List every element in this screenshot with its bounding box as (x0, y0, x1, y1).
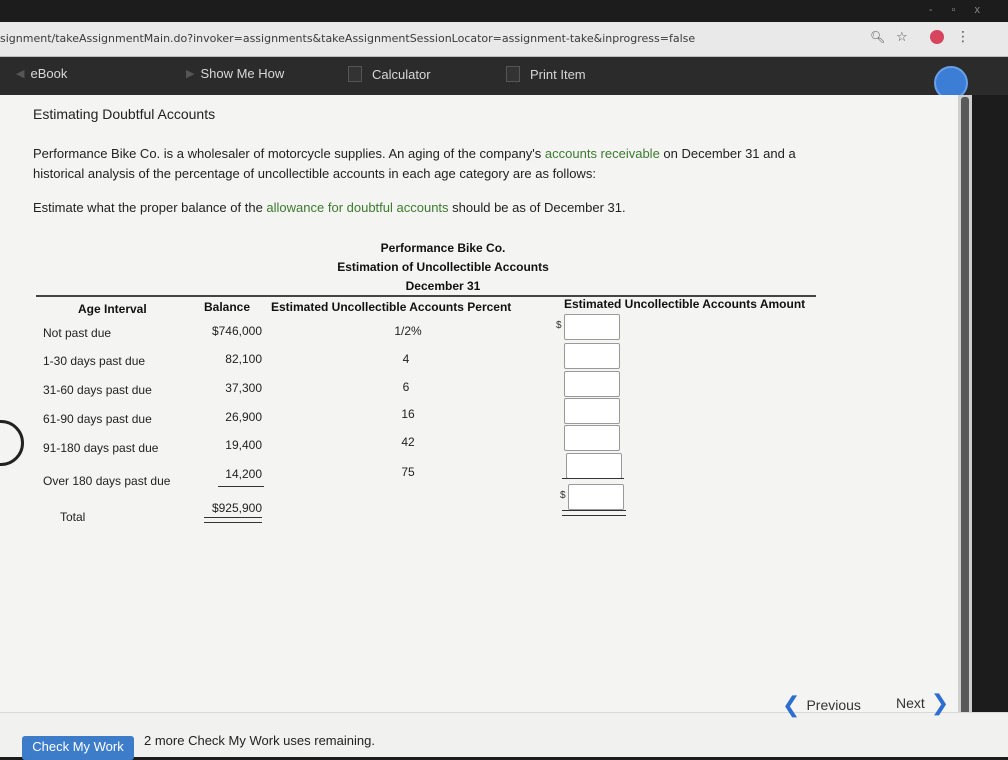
row-balance: 82,100 (225, 352, 262, 366)
next-button[interactable] (896, 690, 955, 716)
row-balance: 19,400 (225, 438, 262, 452)
dollar-sign: $ (556, 320, 562, 331)
play-icon: ▶ (186, 68, 195, 80)
calculator-label: Calculator (372, 66, 431, 82)
ebook-button[interactable] (16, 66, 67, 81)
row-age: Over 180 days past due (43, 474, 171, 488)
total-label: Total (60, 510, 86, 524)
extension-icon[interactable] (930, 30, 944, 44)
amount-input-over-180[interactable] (566, 453, 622, 479)
printer-icon (506, 66, 520, 82)
menu-icon[interactable]: ⋮ (956, 28, 970, 44)
amount-input-1-30[interactable] (564, 343, 620, 369)
row-balance: $746,000 (211, 324, 262, 338)
calculator-button[interactable] (348, 66, 431, 82)
row-age: 91-180 days past due (43, 441, 159, 455)
ebook-label: eBook (30, 66, 68, 81)
col-percent-header: Estimated Uncollectible Accounts Percent (271, 300, 512, 314)
table-company: Performance Bike Co. (380, 241, 506, 255)
amount-input-31-60[interactable] (564, 371, 620, 397)
book-icon: ◀ (16, 68, 25, 80)
amount-double-underline (562, 510, 626, 516)
row-percent: 4 (402, 352, 410, 366)
show-me-how-button[interactable] (186, 66, 284, 81)
balance-double-underline (204, 517, 262, 523)
amount-input-91-180[interactable] (564, 425, 620, 451)
balance-subtotal-line (218, 486, 264, 487)
row-percent: 42 (401, 435, 415, 449)
previous-button[interactable] (776, 692, 861, 718)
row-percent: 1/2% (394, 324, 422, 338)
check-my-work-button[interactable]: Check My Work (22, 736, 134, 760)
problem-description (33, 144, 913, 184)
para2-text-a: Estimate what the proper balance of the (33, 200, 267, 215)
row-percent: 75 (401, 465, 415, 479)
table-heading: Estimation of Uncollectible Accounts (337, 260, 549, 274)
previous-label: Previous (806, 697, 861, 713)
col-age-header: Age Interval (78, 302, 147, 316)
chevron-right-icon: ❯ (930, 690, 950, 715)
url-text[interactable]: signment/takeAssignmentMain.do?invoker=assignments&takeAssignmentSessionLocator=assignment-take&inprogress=false (0, 32, 696, 45)
problem-title: Estimating Doubtful Accounts (33, 106, 216, 122)
row-percent: 6 (402, 380, 410, 394)
row-age: 1-30 days past due (43, 354, 146, 368)
para2-text-b: should be as of December 31. (448, 200, 626, 215)
row-percent: 16 (401, 407, 415, 421)
row-age: 61-90 days past due (43, 412, 152, 426)
magnifier-icon[interactable]: 🔍︎ (870, 30, 886, 44)
print-item-button[interactable] (506, 66, 586, 82)
amount-input-61-90[interactable] (564, 398, 620, 424)
amount-subtotal-line (562, 478, 624, 479)
total-balance: $925,900 (211, 501, 262, 515)
row-balance: 14,200 (225, 467, 262, 481)
row-age: 31-60 days past due (43, 383, 152, 397)
row-balance: 37,300 (225, 381, 262, 395)
row-balance: 26,900 (225, 410, 262, 424)
next-label: Next (896, 695, 925, 711)
amount-input-total[interactable] (568, 484, 624, 510)
assignment-toolbar (0, 57, 1008, 95)
window-controls[interactable]: - ▫ x (928, 4, 988, 16)
col-balance-header: Balance (204, 300, 251, 314)
allowance-doubtful-link[interactable]: allowance for doubtful accounts (266, 200, 449, 215)
chevron-left-icon: ❮ (782, 692, 801, 717)
para1-line2: historical analysis of the percentage of uncollectible accounts in each age category are as follows: (33, 166, 596, 181)
table-date: December 31 (405, 279, 481, 293)
dollar-sign: $ (560, 490, 566, 501)
para1-text-a: Performance Bike Co. is a wholesaler of motorcycle supplies. An aging of the company's (33, 146, 545, 161)
amount-input-not-past-due[interactable] (564, 314, 620, 340)
print-item-label: Print Item (530, 66, 586, 82)
check-remaining-text: 2 more Check My Work uses remaining. (144, 733, 375, 748)
para1-text-b: on December 31 and a (659, 146, 796, 161)
browser-address-bar[interactable] (0, 22, 1008, 57)
accounts-receivable-link[interactable]: accounts receivable (544, 146, 660, 161)
row-age: Not past due (43, 326, 112, 340)
scrollbar-thumb[interactable] (961, 97, 969, 717)
calculator-icon (348, 66, 362, 82)
col-amount-header: Estimated Uncollectible Accounts Amount (564, 297, 806, 311)
star-icon[interactable]: ☆ (896, 29, 908, 44)
show-me-how-label: Show Me How (200, 66, 285, 81)
problem-instruction (33, 198, 913, 218)
